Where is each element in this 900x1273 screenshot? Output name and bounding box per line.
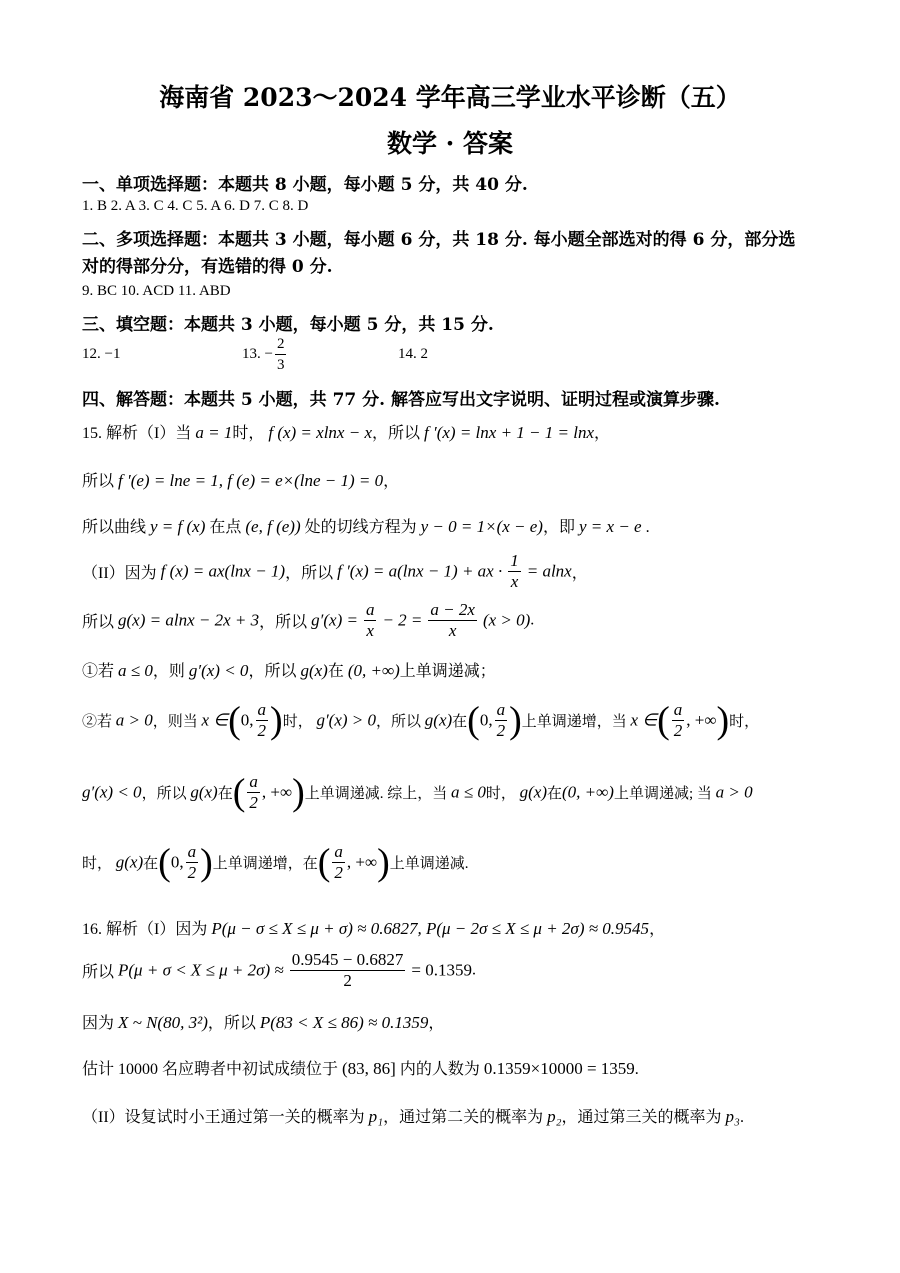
q15-l1-c: 时， — [232, 425, 265, 442]
q15-l6-c: ，则 — [152, 663, 185, 680]
q15-l9-b: g(x) — [115, 852, 144, 872]
q16-l5-d: p₂ — [547, 1107, 562, 1126]
q16-l3-c: ，所以 — [207, 1015, 256, 1032]
q16-l2-den: 2 — [343, 971, 352, 990]
q16-l3-d: P(83 < X ≤ 86) ≈ 0.1359 — [259, 1013, 429, 1032]
q15-l5-fraction-1 — [364, 600, 377, 641]
q15-line-8: g′(x) < 0，所以 g(x)在( $\frac{a}{2}$ , +∞)上单调递减. 综上，当 a ≤ 0时， g(x)在(0, +∞)上单调递减; 当 a > 0 — [82, 771, 753, 814]
q15-l8-den: 2 — [249, 793, 258, 812]
answer-13-denominator: 3 — [276, 357, 285, 373]
q15-l9-num-1: a — [187, 842, 197, 861]
q15-l4-e: = alnx — [526, 561, 572, 581]
q16-l2-fraction — [290, 950, 406, 991]
q15-l8-b: ，所以 — [141, 786, 187, 802]
answer-13-fraction — [275, 334, 287, 375]
page-title: 海南省 2023～2024 学年高三学业水平诊断（五） — [159, 83, 741, 112]
q15-l7-h: ，所以 — [376, 714, 422, 730]
q16-l5-a: （II）设复试时小王通过第一关的概率为 — [82, 1109, 365, 1126]
section-3-heading: 三、填空题：本题共 3 小题，每小题 5 分，共 15 分. — [82, 315, 494, 335]
q15-l5-fraction-2 — [428, 600, 477, 641]
q15-line-6 — [82, 658, 822, 681]
q16-l4-d: 0.1359×10000 = 1359 — [483, 1059, 635, 1078]
q15-l1-a: 15. 解析（I）当 — [82, 425, 192, 442]
q16-l4-e: . — [634, 1061, 639, 1078]
q15-l5-b: g(x) = alnx − 2x + 3 — [118, 610, 260, 630]
q15-l9-d: 0, — [170, 852, 184, 872]
q15-l7-k: 0, — [479, 710, 493, 730]
q16-l2-d: . — [471, 961, 476, 979]
q15-l5-num-2: a − 2x — [430, 600, 475, 619]
q15-l9-g: 上单调递减. — [389, 856, 469, 872]
q15-l3-e: 处的切线方程为 — [304, 519, 417, 536]
q15-l6-a: ①若 — [82, 663, 115, 680]
q15-l8-fraction — [247, 772, 260, 813]
q15-l6-e: ，所以 — [248, 663, 297, 680]
q15-l5-num-1: a — [365, 600, 375, 619]
q15-l7-den-3: 2 — [673, 721, 683, 740]
q15-l9-e: 上单调递增，在 — [212, 856, 318, 872]
q15-l5-den-1: x — [366, 621, 374, 640]
q15-l8-f: 上单调递减. 综上，当 — [304, 786, 448, 802]
section-1-answers: 1. B 2. A 3. C 4. C 5. A 6. D 7. C 8. D — [82, 198, 309, 214]
q16-l5-f: p₃ — [725, 1107, 740, 1126]
q15-l8-g: a ≤ 0 — [451, 782, 486, 802]
q15-l7-den-2: 2 — [496, 721, 506, 740]
q16-l3-e: ， — [428, 1015, 445, 1032]
q15-line-1 — [82, 420, 822, 443]
q16-l3-a: 因为 — [82, 1015, 115, 1032]
q15-l7-num-3: a — [673, 700, 683, 719]
q15-l6-f: g(x) — [300, 661, 328, 680]
q15-line-7: ②若 a > 0，则当 x ∈(0, $\frac{a}{2}$ )时， g′(x) > 0，所以 g(x)在(0, $\frac{a}{2}$ )上单调递增，当 x ∈( $\frac{a}{2}$ , +∞)时， — [82, 699, 760, 742]
section-1-heading: 一、单项选择题：本题共 8 小题，每小题 5 分，共 40 分. — [82, 175, 528, 195]
q15-l8-i: g(x) — [519, 782, 547, 802]
answer-12: 12. −1 — [82, 346, 121, 362]
answer-14: 14. 2 — [398, 346, 428, 362]
q15-l7-j: 在 — [452, 714, 468, 730]
q16-l5-e: ，通过第三关的概率为 — [561, 1109, 722, 1126]
q15-l4-num: 1 — [510, 551, 519, 570]
q16-line-3 — [82, 1010, 822, 1033]
q15-line-3 — [82, 514, 822, 537]
q15-l5-f: (x > 0) — [482, 610, 531, 630]
q16-l2-num: 0.9545 − 0.6827 — [291, 950, 404, 969]
q15-l6-h: (0, +∞) — [347, 661, 400, 680]
q15-l3-g: ，即 — [542, 519, 575, 536]
q15-l4-b: f (x) = ax(lnx − 1) — [160, 561, 286, 581]
q16-line-2 — [82, 950, 822, 996]
q15-l7-g: g′(x) > 0 — [316, 710, 377, 730]
q15-l6-i: 上单调递减； — [399, 663, 496, 680]
q15-l6-g: 在 — [327, 663, 344, 680]
section-2-answers: 9. BC 10. ACD 11. ABD — [82, 283, 231, 299]
q15-l2-b: f ′(e) = lne = 1, f (e) = e×(lne − 1) = 0 — [118, 471, 384, 490]
section-2-heading-line1: 二、多项选择题：本题共 3 小题，每小题 6 分，共 18 分. 每小题全部选对的得 6 分，部分选 — [82, 230, 796, 250]
answer-13-numerator: 2 — [275, 334, 287, 355]
q15-l8-j: 在 — [547, 786, 563, 802]
q15-l8-h: 时， — [485, 786, 516, 802]
answer-13 — [242, 334, 288, 375]
q15-l8-d: 在 — [217, 786, 233, 802]
q16-l4-a: 估计 10000 名应聘者中初试成绩位于 — [82, 1061, 339, 1078]
q15-l7-l: 上单调递增，当 — [521, 714, 627, 730]
q16-l2-b: P(μ + σ < X ≤ μ + 2σ) ≈ — [118, 960, 284, 980]
q15-l7-p: 时， — [729, 714, 760, 730]
q16-l5-g: . — [739, 1109, 744, 1126]
q15-l8-m: a > 0 — [715, 782, 753, 802]
q15-l4-d: f ′(x) = a(lnx − 1) + ax · — [337, 561, 503, 581]
q15-l8-c: g(x) — [190, 782, 218, 802]
q15-l3-h: y = x − e — [579, 517, 642, 536]
q15-l4-c: ，所以 — [285, 565, 334, 582]
q15-line-9: 时， g(x)在(0, $\frac{a}{2}$ )上单调递增，在( $\frac{a}{2}$ , +∞)上单调递减. — [82, 841, 469, 884]
q16-l1-a: 16. 解析（I）因为 — [82, 921, 208, 938]
section-2-heading-line2: 对的得部分分，有选错的得 0 分. — [82, 257, 333, 277]
q16-l2-a: 所以 — [82, 964, 115, 981]
q15-l1-e: ，所以 — [372, 425, 421, 442]
q15-l4-fraction — [508, 551, 521, 592]
q16-l4-b: (83, 86] — [342, 1059, 396, 1078]
q16-l2-c: = 0.1359 — [411, 960, 472, 980]
q15-l7-f: 时， — [282, 714, 313, 730]
q15-l3-a: 所以曲线 — [82, 519, 147, 536]
q16-l5-b: p₁ — [368, 1107, 384, 1126]
q15-l7-fraction-1 — [256, 700, 269, 741]
q15-l9-f: , +∞ — [346, 852, 378, 872]
q15-l7-c: ，则当 — [152, 714, 198, 730]
q15-l8-e: , +∞ — [261, 782, 293, 802]
q15-l5-den-2: x — [448, 621, 457, 640]
q15-line-4 — [82, 551, 822, 595]
q15-l5-a: 所以 — [82, 614, 115, 631]
section-3-answers — [82, 334, 822, 382]
q15-l7-b: a > 0 — [115, 710, 153, 730]
q16-line-5 — [82, 1104, 822, 1127]
q15-l8-a: g′(x) < 0 — [82, 782, 142, 802]
q16-l4-c: 内的人数为 — [399, 1061, 480, 1078]
q15-l7-fraction-3 — [672, 700, 685, 741]
q15-l3-c: 在点 — [209, 519, 242, 536]
q15-l3-i: . — [645, 519, 650, 536]
q15-l9-num-2: a — [334, 842, 343, 861]
q15-l9-a: 时， — [82, 856, 113, 872]
q16-line-4 — [82, 1056, 822, 1079]
q15-l6-d: g′(x) < 0 — [188, 661, 249, 680]
q15-l1-g: ， — [594, 425, 611, 442]
q15-l2-a: 所以 — [82, 473, 115, 490]
q16-line-1 — [82, 916, 822, 939]
q16-l1-b: P(μ − σ ≤ X ≤ μ + σ) ≈ 0.6827, P(μ − 2σ ≤ X ≤ μ + 2σ) ≈ 0.9545 — [211, 919, 650, 938]
q15-line-2 — [82, 468, 822, 491]
section-4-heading: 四、解答题：本题共 5 小题，共 77 分. 解答应写出文字说明、证明过程或演算步骤. — [82, 390, 720, 410]
q15-l5-e: − 2 = — [382, 610, 423, 630]
q15-l4-a: （II）因为 — [82, 565, 157, 582]
q15-l5-g: . — [530, 611, 535, 629]
q15-l8-l: 上单调递减; 当 — [613, 786, 712, 802]
q15-line-5 — [82, 600, 822, 644]
q15-l7-den-1: 2 — [257, 721, 267, 740]
q15-l9-den-2: 2 — [334, 863, 343, 882]
q15-l7-num-1: a — [257, 700, 267, 719]
q15-l4-f: ， — [571, 565, 588, 582]
q15-l7-o: , +∞ — [686, 710, 717, 730]
q15-l9-fraction-2 — [332, 842, 345, 883]
q15-l9-fraction-1 — [186, 842, 199, 883]
q15-l7-i: g(x) — [424, 710, 453, 730]
q15-l3-b: y = f (x) — [150, 517, 206, 536]
q15-l7-fraction-2 — [495, 700, 508, 741]
answer-13-prefix: 13. − — [242, 346, 273, 362]
page-subtitle: 数学 · 答案 — [386, 129, 514, 158]
q15-l9-den-1: 2 — [187, 863, 197, 882]
q15-l7-num-2: a — [496, 700, 506, 719]
q15-l1-d: f (x) = xlnx − x — [268, 423, 372, 442]
q16-l5-c: ，通过第二关的概率为 — [383, 1109, 544, 1126]
q15-l3-f: y − 0 = 1×(x − e) — [420, 517, 543, 536]
q15-l1-f: f ′(x) = lnx + 1 − 1 = lnx — [424, 423, 594, 442]
q16-l3-b: X ~ N(80, 3²) — [118, 1013, 208, 1032]
q15-l5-c: ，所以 — [259, 614, 308, 631]
q15-l8-num: a — [249, 772, 258, 791]
q15-l7-e: 0, — [240, 710, 254, 730]
q15-l7-m: x ∈ — [630, 710, 658, 730]
q15-l5-d: g′(x) = — [311, 610, 358, 630]
q15-l4-den: x — [510, 572, 519, 591]
q15-l7-d: x ∈ — [201, 710, 229, 730]
q15-l2-c: ， — [383, 473, 400, 490]
q16-l1-c: ， — [649, 921, 666, 938]
q15-l6-b: a ≤ 0 — [118, 661, 153, 680]
q15-l9-c: 在 — [143, 856, 159, 872]
q15-l8-k: (0, +∞) — [562, 782, 614, 802]
q15-l7-a: ②若 — [82, 714, 113, 730]
q15-l1-b: a = 1 — [195, 423, 233, 442]
q15-l3-d: (e, f (e)) — [245, 517, 301, 536]
